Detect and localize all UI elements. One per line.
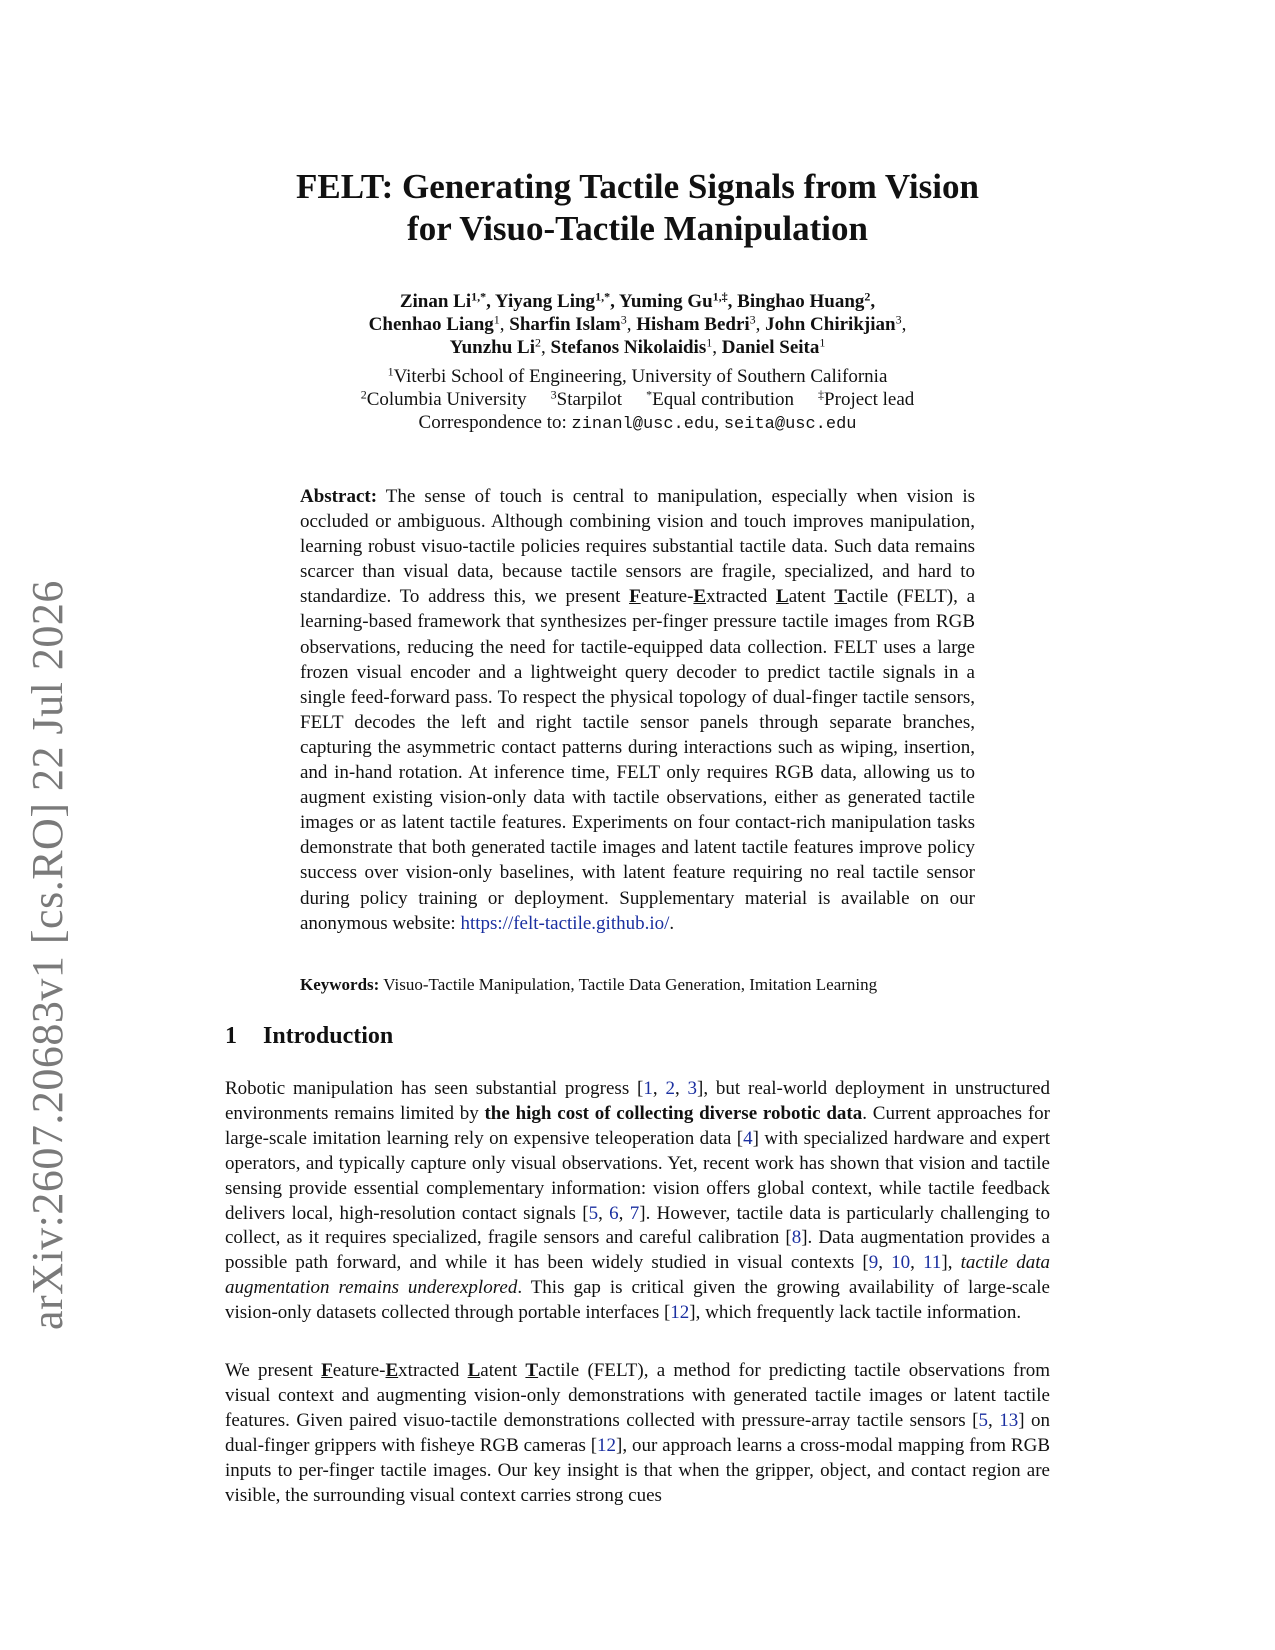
email-link[interactable]: zinanl@usc.edu	[571, 415, 715, 434]
body-text: ,	[674, 1078, 688, 1099]
author-sup: 3	[749, 312, 756, 327]
author-name: Chenhao Liang	[368, 314, 494, 335]
citation-link[interactable]: 12	[597, 1434, 617, 1456]
abstract-text: The sense of touch is central to manipulation, especially when vision is occluded or ambiguous. Although combining vision and touch improves manipulation, learning robust visuo-tactile policies requires substantial tactile data. Such data remains scarcer than visual data, because tactile sensors are fragile, specialized, and hard to standardize. To address this, we present	[300, 486, 975, 608]
body-text: (FELT), a method for predicting tactile observations from visual context and augmenting vision-only demonstrations with generated tactile images or latent tactile features. Given paired visuo-tactile demonstrations collected with pressure-array tactile sensors [	[225, 1360, 1050, 1431]
body-text: We present	[225, 1360, 322, 1381]
affiliations	[200, 365, 1075, 436]
email-link[interactable]: seita@usc.edu	[723, 415, 857, 434]
keywords-label: Keywords:	[300, 975, 380, 994]
author-sup: 2	[535, 335, 541, 350]
abstract-label: Abstract:	[300, 486, 378, 507]
author-name: Yunzhu Li	[449, 337, 535, 358]
author-name: Hisham Bedri	[636, 314, 750, 335]
body-text: actile	[538, 1360, 580, 1381]
affiliation-sup: 3	[550, 387, 557, 402]
title-line-1: FELT: Generating Tactile Signals from Vision	[296, 167, 979, 206]
abstract-text: atent	[788, 586, 835, 608]
affiliation-line-1	[200, 365, 1075, 388]
citation-link[interactable]: 8	[791, 1227, 802, 1249]
citation-link[interactable]: 9	[868, 1252, 879, 1274]
body-text: ,	[598, 1202, 610, 1224]
website-link[interactable]: https://felt-tactile.github.io/	[460, 912, 670, 934]
affiliation-starpilot: Starpilot	[556, 389, 623, 410]
correspondence-label: Correspondence to:	[418, 412, 572, 433]
body-text: ,	[618, 1202, 630, 1224]
body-text: ,	[987, 1409, 1000, 1431]
intro-paragraph-1	[225, 1077, 1050, 1326]
abstract-text: xtracted	[706, 586, 776, 608]
citation-link[interactable]: 4	[743, 1127, 753, 1149]
body-text: ]. Data augmentation provides a possible path forward, and while it has been widely studied in visual contexts [	[225, 1227, 1050, 1274]
affiliation-sup: ‡	[818, 387, 825, 402]
citation-link[interactable]: 2	[665, 1078, 675, 1099]
author-sup: 1,*	[471, 289, 487, 304]
acronym-letter: L	[467, 1360, 481, 1381]
body-text: Robotic manipulation has seen substantial progress [	[225, 1078, 644, 1099]
body-text: ,	[878, 1252, 892, 1274]
intro-paragraph-2	[225, 1359, 1050, 1508]
author-name: Binghao Huang	[737, 291, 865, 312]
abstract-text: .	[669, 912, 675, 934]
author-name: Zinan Li	[399, 291, 472, 312]
author-name: Sharfin Islam	[509, 314, 621, 335]
abstract	[300, 484, 975, 936]
acronym-letter: E	[693, 586, 707, 608]
acronym-letter: T	[834, 586, 847, 608]
keywords-text: Visuo-Tactile Manipulation, Tactile Data Generation, Imitation Learning	[383, 975, 878, 994]
citation-link[interactable]: 12	[670, 1302, 690, 1324]
author-name: John Chirikjian	[765, 314, 896, 335]
affiliation-columbia: Columbia University	[366, 389, 527, 410]
abstract-text: eature-	[640, 586, 694, 608]
body-text: . This gap is critical given the growing availability of large-scale vision-only datasets collected through portable interfaces [	[225, 1277, 1050, 1324]
italic-text: tactile data augmentation remains underexplored	[225, 1252, 1051, 1299]
paper-title	[200, 166, 1075, 250]
citation-link[interactable]: 5	[978, 1409, 988, 1431]
body-text: ,	[652, 1078, 666, 1099]
emphasis-text: the high cost of collecting diverse robotic data	[484, 1102, 863, 1124]
body-text: ],	[941, 1252, 961, 1274]
body-text: ] with specialized hardware and expert operators, and typically capture only visual observations. Yet, recent work has shown that vision and tactile sensing provide essential complementary information: vision offers global context, while tactile feedback delivers local, high-resolution contact signals [	[225, 1127, 1050, 1224]
abstract-text: (FELT), a learning-based framework that synthesizes per-finger pressure tactile images from RGB observations, reducing the need for tactile-equipped data collection. FELT uses a large frozen visual encoder and a lightweight query decoder to predict tactile signals in a single feed-forward pass. To respect the physical topology of dual-finger tactile sensors, FELT decodes the left and right tactile sensor panels through separate branches, capturing the asymmetric contact patterns during interactions such as wiping, insertion, and in-hand rotation. At inference time, FELT only requires RGB data, allowing us to augment existing vision-only data with tactile observations, either as generated tactile images or as latent tactile features. Experiments on four contact-rich manipulation tasks demonstrate that both generated tactile images and latent tactile features improve policy success over vision-only baselines, with latent feature requiring no real tactile sensor during policy training or deployment. Supplementary material is available on our anonymous website:	[300, 586, 976, 934]
body-text: ], which frequently lack tactile information.	[689, 1302, 1022, 1324]
affiliation-sup: 1	[387, 364, 394, 379]
section-heading	[225, 1023, 393, 1050]
citation-link[interactable]: 11	[923, 1252, 942, 1274]
author-name: Stefanos Nikolaidis	[550, 337, 707, 358]
affiliation-sup: *	[646, 387, 653, 402]
author-sup: 1,‡	[712, 289, 728, 304]
affiliation-viterbi: Viterbi School of Engineering, University of Southern California	[393, 366, 888, 387]
author-list	[200, 290, 1075, 359]
citation-link[interactable]: 7	[629, 1202, 640, 1224]
acronym-letter: E	[385, 1360, 399, 1381]
citation-link[interactable]: 13	[999, 1409, 1019, 1431]
author-sup: 2	[864, 289, 871, 304]
body-text: ], our approach learns a cross-modal mapping from RGB inputs to per-finger tactile images. Our key insight is that when the gripper, object, and contact region are visible, the surrounding visual context carries strong cues	[225, 1434, 1051, 1506]
citation-link[interactable]: 1	[643, 1078, 653, 1099]
body-text: ]. However, tactile data is particularly challenging to collect, as it requires specialized, fragile sensors and careful calibration [	[225, 1202, 1051, 1249]
body-text: ] on dual-finger grippers with fisheye RGB cameras [	[225, 1409, 1051, 1456]
abstract-text: actile	[847, 586, 889, 608]
author-sup: 1	[493, 312, 500, 327]
author-name: Yuming Gu	[618, 291, 713, 312]
affiliation-sup: 2	[360, 387, 367, 402]
citation-link[interactable]: 5	[588, 1202, 599, 1224]
acronym-letter: F	[321, 1360, 333, 1381]
citation-link[interactable]: 10	[891, 1252, 911, 1274]
body-text: . Current approaches for large-scale imitation learning rely on expensive teleoperation data [	[225, 1102, 1050, 1149]
body-text: ], but real-world deployment in unstructured environments remains limited by	[225, 1078, 1051, 1124]
author-sup: 3	[895, 312, 902, 327]
body-text: xtracted	[398, 1360, 468, 1381]
affiliation-line-2	[200, 388, 1075, 411]
author-sup: 1	[706, 335, 713, 350]
arxiv-sidebar-id: arXiv:2607.20683v1 [cs.RO] 22 Jul 2026	[23, 580, 72, 1330]
citation-link[interactable]: 6	[609, 1202, 619, 1224]
acronym-letter: T	[525, 1360, 539, 1381]
author-name: Daniel Seita	[721, 337, 820, 358]
equal-contribution-note: Equal contribution	[652, 389, 795, 410]
body-text: eature-	[332, 1360, 386, 1381]
section-number: 1	[225, 1023, 237, 1049]
author-sup: 1,*	[595, 289, 611, 304]
author-line-1: Zinan $Li^{1,*}$, Yiyang Ling$^{1,*}$, Yuming $Gu^{1,\ddagger}$, Binghao Huang$^2$,	[399, 289, 876, 312]
acronym-letter: L	[776, 586, 789, 608]
correspondence-line: Correspondence to: zinanl@usc.edu, seita@usc.edu	[418, 412, 857, 434]
title-line-2: for Visuo-Tactile Manipulation	[407, 209, 868, 248]
project-lead-note: Project lead	[824, 389, 915, 410]
author-sup: 1	[819, 335, 826, 350]
acronym-letter: F	[629, 586, 641, 608]
keywords	[300, 974, 1000, 996]
body-text: ,	[910, 1252, 924, 1274]
author-line-3: Yunzhu Li$^2$, Stefanos Nikolaidis$^1$, Daniel Seita$^1$	[449, 335, 826, 358]
author-sup: 3	[620, 312, 627, 327]
body-text: atent	[480, 1360, 526, 1381]
author-name: Yiyang Ling	[494, 291, 596, 312]
section-title: Introduction	[263, 1023, 394, 1049]
author-line-2: Chenhao Liang$^1$, Sharfin Islam$^3$, Hisham Bedri$^3$, John Chirikjian$^3$,	[368, 312, 907, 335]
citation-link[interactable]: 3	[687, 1078, 698, 1099]
